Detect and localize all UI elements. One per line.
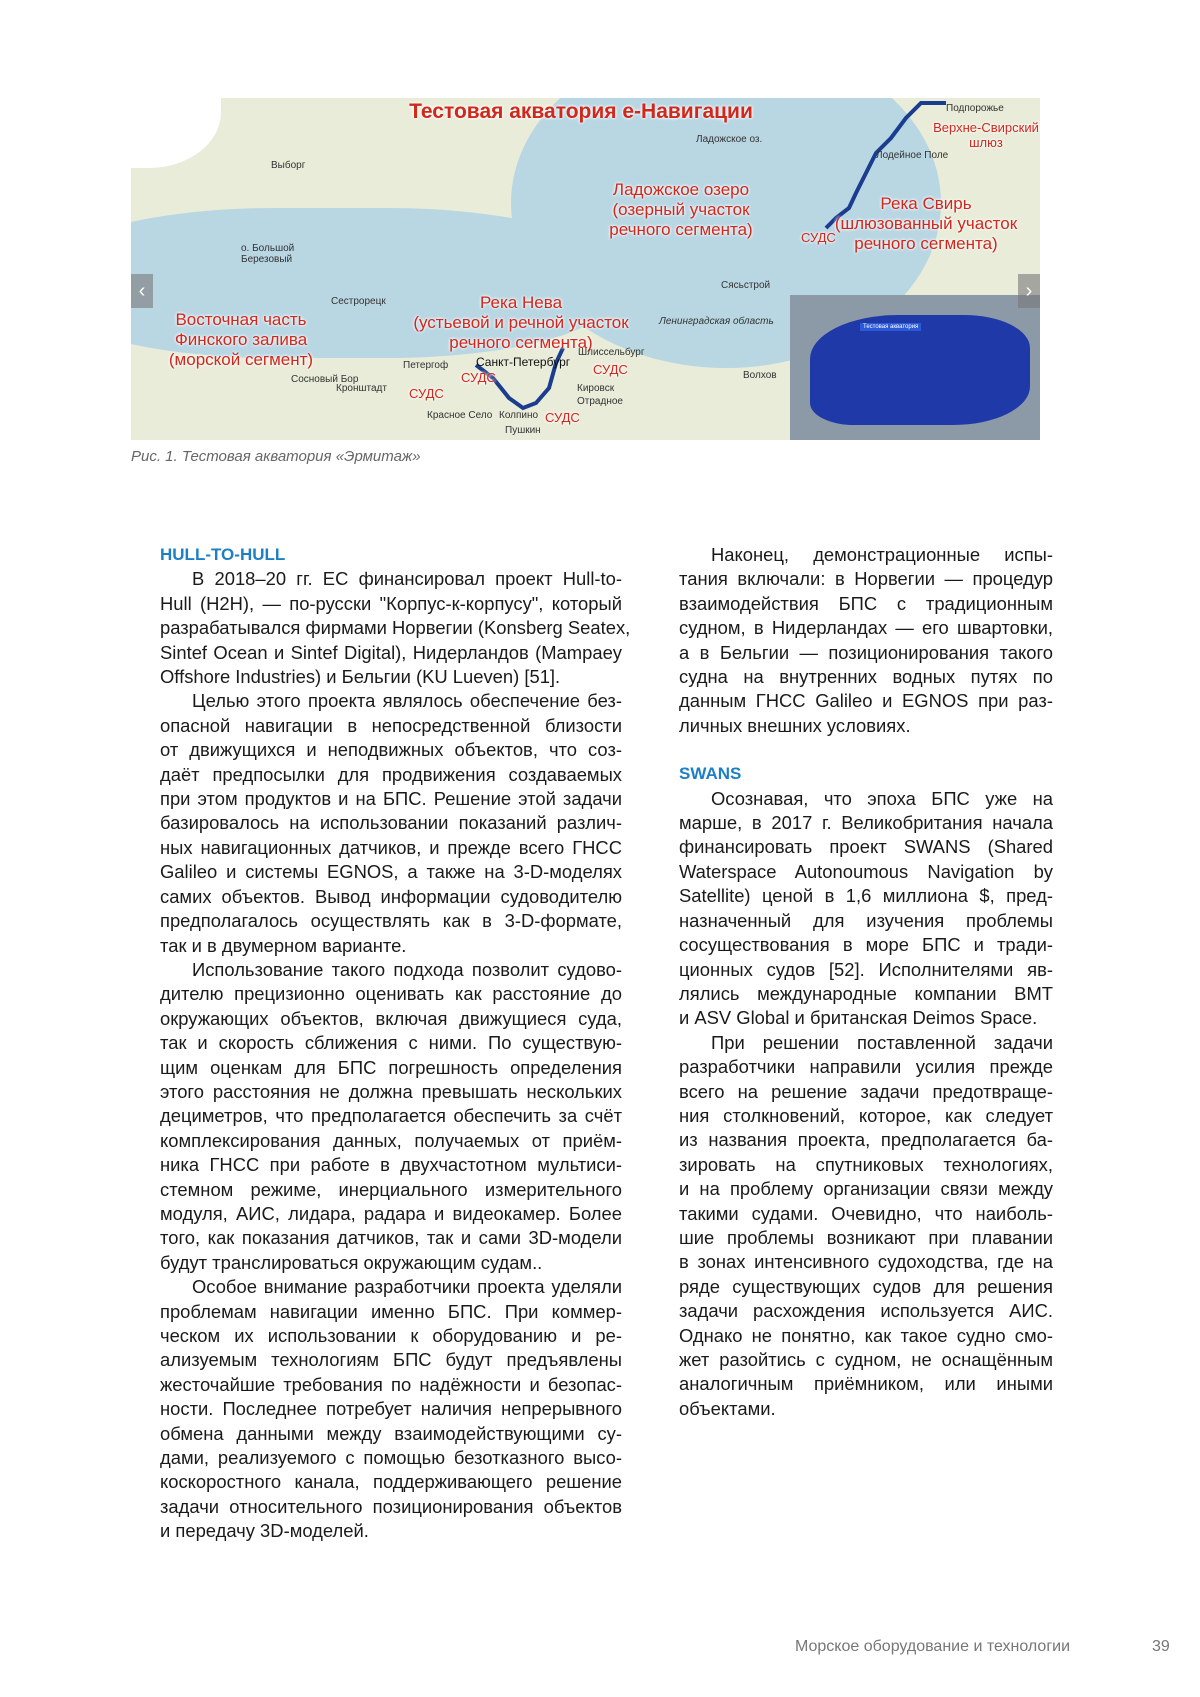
city-label: Сестрорецк xyxy=(331,296,386,307)
paragraph xyxy=(160,958,622,1275)
text-line: марше, в 2017 г. Великобритания начала xyxy=(679,811,1053,835)
city-label: Сясьстрой xyxy=(721,280,770,291)
text-line: ряде существующих судов для решения xyxy=(679,1275,1053,1299)
text-line: данным ГНСС Galileo и EGNOS при раз- xyxy=(679,689,1053,713)
text-line: Целью этого проекта являлось обеспечение без- xyxy=(160,689,622,713)
text-line: в зонах интенсивного судоходства, где на xyxy=(679,1250,1053,1274)
paragraph xyxy=(160,567,622,689)
text-line: окружающих объектов, включая движущиеся суда, xyxy=(160,1007,622,1031)
text-line: дителю прецизионно оценивать как расстояние до xyxy=(160,982,622,1006)
text-line: Однако не понятно, как такое судно смо- xyxy=(679,1324,1053,1348)
city-label: Санкт-Петербург xyxy=(476,355,570,369)
text-line: даёт предпосылки для продвижения создаваемых xyxy=(160,763,622,787)
text-line: задачи расхождения используется АИС. xyxy=(679,1299,1053,1323)
suds-label: СУДС xyxy=(409,384,444,404)
inset-tag: Тестовая акватория xyxy=(860,323,921,331)
city-label: Волхов xyxy=(743,370,777,381)
text-line: Использование такого подхода позволит судово- xyxy=(160,958,622,982)
section-heading: HULL-TO-HULL xyxy=(160,543,622,567)
text-line: лялись международные компании BMT xyxy=(679,982,1053,1006)
text-line: предполагалось осуществлять как в 3-D-формате, xyxy=(160,909,622,933)
city-label: Красное Село xyxy=(427,410,492,421)
city-label: Колпино xyxy=(499,410,538,421)
text-line: объектами. xyxy=(679,1397,1053,1421)
text-line: ных навигационных датчиков, и прежде всего ГНСС xyxy=(160,836,622,860)
paragraph xyxy=(160,689,622,957)
suds-label: СУДС xyxy=(593,360,628,380)
label-gulf: Восточная часть Финского залива (морской сегмент) xyxy=(161,310,321,370)
text-line: шие проблемы возникают при плавании xyxy=(679,1226,1053,1250)
city-label: Петергоф xyxy=(403,360,448,371)
text-line: ника ГНСС при работе в двухчастотном мультиси- xyxy=(160,1153,622,1177)
text-line: жесточайшие требования по надёжности и безопас- xyxy=(160,1373,622,1397)
page-number: 39 xyxy=(1152,1638,1170,1656)
spacer xyxy=(679,738,1053,762)
label-neva: Река Нева (устьевой и речной участок речного сегмента) xyxy=(401,293,641,353)
map-figure xyxy=(131,98,1040,440)
text-line: ализуемым технологиям БПС будут предъявлены xyxy=(160,1348,622,1372)
prev-arrow-icon[interactable]: ‹ xyxy=(131,274,153,308)
text-line: ности. Последнее потребует наличия непрерывного xyxy=(160,1397,622,1421)
russia-inset-map xyxy=(790,295,1040,440)
paragraph xyxy=(160,1275,622,1543)
text-line: Осознавая, что эпоха БПС уже на xyxy=(679,787,1053,811)
paragraph xyxy=(679,787,1053,1031)
text-line: и передачу 3D-моделей. xyxy=(160,1519,622,1543)
figure-caption: Рис. 1. Тестовая акватория «Эрмитаж» xyxy=(131,448,421,465)
text-line: Hull (H2H), — по-русски "Корпус-к-корпусу", который xyxy=(160,592,622,616)
text-line: разрабатывался фирмами Норвегии (Konsberg Seatex, xyxy=(160,616,622,640)
text-line: зировать на спутниковых технологиях, xyxy=(679,1153,1053,1177)
suds-label: СУДС xyxy=(545,408,580,428)
text-line: модуля, АИС, лидара, радара и видеокамер. Более xyxy=(160,1202,622,1226)
text-line: взаимодействия БПС с традиционным xyxy=(679,592,1053,616)
text-line: проблемам навигации именно БПС. При коммер- xyxy=(160,1300,622,1324)
city-label: Кировск xyxy=(577,383,614,394)
text-line: такими судами. Очевидно, что наиболь- xyxy=(679,1202,1053,1226)
text-line: При решении поставленной задачи xyxy=(679,1031,1053,1055)
text-line: самих объектов. Вывод информации судоводителю xyxy=(160,885,622,909)
city-label: Ленинградская область xyxy=(659,316,774,327)
city-label: Выборг xyxy=(271,160,305,171)
text-line: от движущихся и неподвижных объектов, что соз- xyxy=(160,738,622,762)
text-line: того, как показания датчиков, так и сами 3D-модели xyxy=(160,1226,622,1250)
city-label: Лодейное Поле xyxy=(876,150,948,161)
text-line: ния столкновений, которое, как следует xyxy=(679,1104,1053,1128)
text-line: так и скорость сближения с ними. По существую- xyxy=(160,1031,622,1055)
label-ladoga: Ладожское озеро (озерный участок речного сегмента) xyxy=(581,180,781,240)
section-heading: SWANS xyxy=(679,762,1053,786)
text-line: этого расстояния не должна превышать нескольких xyxy=(160,1080,622,1104)
city-label: Кронштадт xyxy=(336,383,387,394)
text-line: Sintef Ocean и Sintef Digital), Нидерландов (Mampaey xyxy=(160,641,622,665)
text-line: судна на внутренних водных путях по xyxy=(679,665,1053,689)
text-line: стемном режиме, инерциального измерительного xyxy=(160,1178,622,1202)
map-title: Тестовая акватория е-Навигации xyxy=(391,102,771,122)
city-label: Пушкин xyxy=(505,425,541,436)
russia-shape xyxy=(810,315,1030,425)
text-line: Waterspace Autonoumous Navigation by xyxy=(679,860,1053,884)
paragraph xyxy=(679,543,1053,738)
text-line: аналогичным приёмником, или иными xyxy=(679,1372,1053,1396)
text-line: тания включали: в Норвегии — процедур xyxy=(679,567,1053,591)
text-line: коскоростного канала, поддерживающего решение xyxy=(160,1470,622,1494)
page xyxy=(0,0,1200,1697)
text-line: назначенный для изучения проблемы xyxy=(679,909,1053,933)
text-line: жет разойтись с судном, не оснащённым xyxy=(679,1348,1053,1372)
text-line: из названия проекта, предполагается ба- xyxy=(679,1128,1053,1152)
text-line: ческом их использовании к оборудованию и ре- xyxy=(160,1324,622,1348)
text-line: разработчики направили усилия прежде xyxy=(679,1055,1053,1079)
text-line: сосуществования в море БПС и тради- xyxy=(679,933,1053,957)
text-line: Satellite) ценой в 1,6 миллиона $, пред- xyxy=(679,884,1053,908)
city-label: Подпорожье xyxy=(946,103,1004,114)
text-line: будут транслироваться окружающим судам.. xyxy=(160,1251,622,1275)
text-line: а в Бельгии — позиционирования такого xyxy=(679,641,1053,665)
text-line: при этом продуктов и на БПС. Решение этой задачи xyxy=(160,787,622,811)
right-column xyxy=(679,543,1053,1421)
text-line: обмена данными между взаимодействующими су- xyxy=(160,1422,622,1446)
text-line: так и в двумерном варианте. xyxy=(160,934,622,958)
text-line: Особое внимание разработчики проекта уделяли xyxy=(160,1275,622,1299)
text-line: и ASV Global и британская Deimos Space. xyxy=(679,1006,1053,1030)
city-label: Сосновый Бор xyxy=(291,374,358,385)
city-label: Шлиссельбург xyxy=(578,347,644,358)
journal-name: Морское оборудование и технологии xyxy=(795,1638,1070,1656)
suds-label: СУДС xyxy=(461,368,496,388)
text-line: Offshore Industries) и Бельгии (KU Lueven) [51]. xyxy=(160,665,622,689)
text-line: личных внешних условиях. xyxy=(679,714,1053,738)
text-line: задачи относительного позиционирования объектов xyxy=(160,1495,622,1519)
text-line: судном, в Нидерландах — его швартовки, xyxy=(679,616,1053,640)
text-line: дециметров, что предполагается обеспечить за счёт xyxy=(160,1104,622,1128)
text-line: дами, реализуемого с помощью безотказного высо- xyxy=(160,1446,622,1470)
text-line: всего на решение задачи предотвраще- xyxy=(679,1080,1053,1104)
text-line: Наконец, демонстрационные испы- xyxy=(679,543,1053,567)
text-line: щим оценкам для БПС погрешность определения xyxy=(160,1056,622,1080)
text-line: Galileo и системы EGNOS, а также на 3-D-моделях xyxy=(160,860,622,884)
text-line: и на проблему организации связи между xyxy=(679,1177,1053,1201)
suds-label: СУДС xyxy=(801,228,836,248)
city-label: о. Большой Березовый xyxy=(241,243,301,265)
city-label: Ладожское оз. xyxy=(696,134,762,145)
text-line: ционных судов [52]. Исполнителями яв- xyxy=(679,958,1053,982)
next-arrow-icon[interactable]: › xyxy=(1018,274,1040,308)
label-svir: Река Свирь (шлюзованный участок речного сегмента) xyxy=(811,194,1040,254)
city-label: Отрадное xyxy=(577,396,623,407)
text-line: В 2018–20 гг. ЕС финансировал проект Hull-to- xyxy=(160,567,622,591)
paragraph xyxy=(679,1031,1053,1422)
text-line: комплексирования данных, получаемых от приём- xyxy=(160,1129,622,1153)
text-line: финансировать проект SWANS (Shared xyxy=(679,835,1053,859)
text-line: базировалось на использовании показаний различ- xyxy=(160,811,622,835)
text-line: опасной навигации в непосредственной близости xyxy=(160,714,622,738)
left-column xyxy=(160,543,622,1544)
label-lock: Верхне-Свирский шлюз xyxy=(926,120,1040,150)
